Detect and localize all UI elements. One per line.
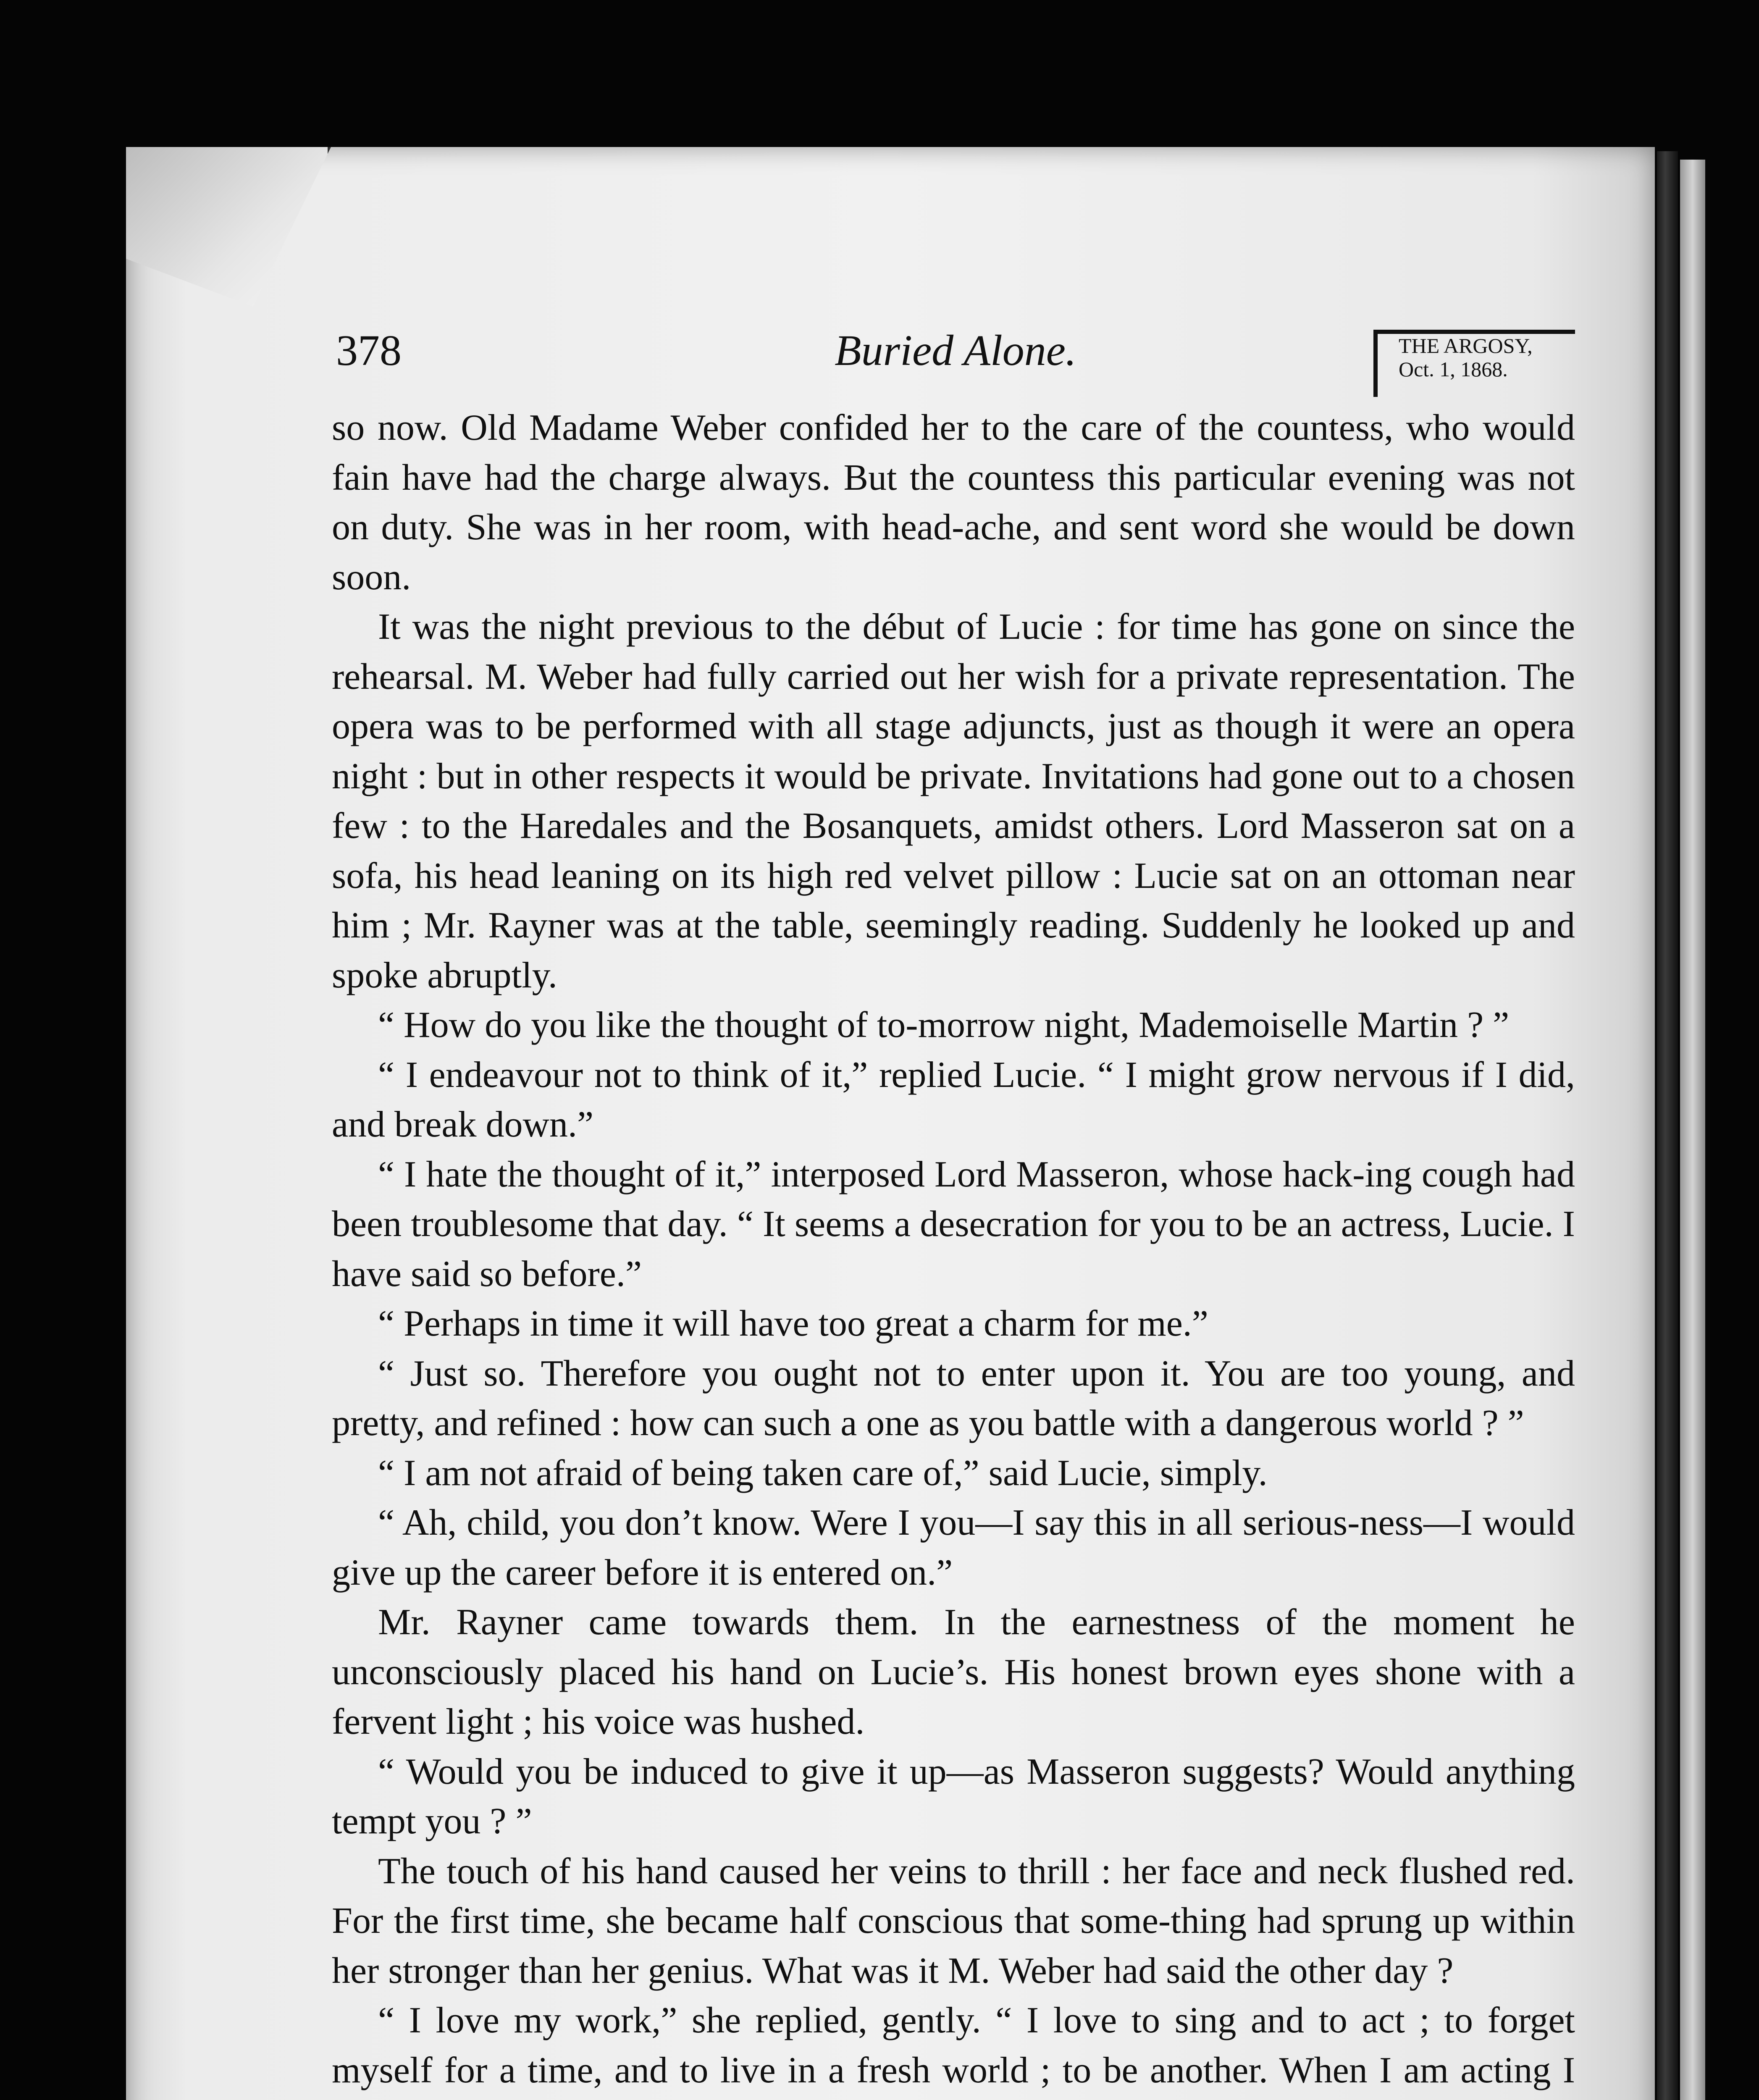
journal-reference <box>1373 330 1575 397</box>
paragraph: “ I endeavour not to think of it,” replied Lucie. “ I might grow nervous if I did, and break down.” <box>332 1054 1575 1145</box>
paragraph: “ Just so. Therefore you ought not to enter upon it. You are too young, and pretty, and refined : how can such a one as you battle with a dangerous world ? ” <box>332 1353 1575 1444</box>
paragraph: so now. Old Madame Weber confided her to the care of the countess, who would fain have had the charge always. But the countess this particular evening was not on duty. She was in her room, with head-ache, and sent word she would be down soon. <box>332 407 1575 598</box>
adjacent-page-edge <box>1680 160 1705 2100</box>
body-text <box>332 403 1575 2100</box>
journal-date: Oct. 1, 1868. <box>1399 357 1508 381</box>
page-gutter-shadow <box>1657 151 1678 2100</box>
page-number: 378 <box>336 326 402 375</box>
paragraph: Mr. Rayner came towards them. In the earnestness of the moment he unconsciously placed his hand on Lucie’s. His honest brown eyes shone with a fervent light ; his voice was hushed. <box>332 1602 1575 1742</box>
paragraph: “ How do you like the thought of to-morrow night, Mademoiselle Martin ? ” <box>378 1005 1510 1045</box>
paragraph: The touch of his hand caused her veins to thrill : her face and neck flushed red. For the first time, she became half conscious that some-thing had sprung up within her stronger than her genius. What was it M. Weber had said the other day ? <box>332 1851 1575 1991</box>
paragraph: “ I love my work,” she replied, gently. “ I love to sing and to act ; to forget myself for a time, and to live in a fresh world ; to be another. When I am acting I <box>332 2000 1575 2091</box>
journal-name: THE ARGOSY, <box>1399 334 1533 357</box>
paragraph: It was the night previous to the début of Lucie : for time has gone on since the rehearsal. M. Weber had fully carried out her wish for a private representation. The opera was to be performed with all stage adjuncts, just as though it were an opera night : but in other respects it would be private. Invitations had gone out to a chosen few : to the Haredales and the Bosanquets, amidst others. Lord Masseron sat on a sofa, his head leaning on its high red velvet pillow : Lucie sat on an ottoman near him ; Mr. Rayner was at the table, seemingly reading. Suddenly he looked up and spoke abruptly. <box>332 606 1575 996</box>
paragraph: “ Ah, child, you don’t know. Were I you—I say this in all serious-ness—I would give up the career before it is entered on.” <box>332 1502 1575 1593</box>
paragraph: “ I am not afraid of being taken care of,” said Lucie, simply. <box>378 1452 1268 1494</box>
running-title: Buried Alone. <box>835 326 1076 375</box>
paragraph: “ Perhaps in time it will have too great a charm for me.” <box>378 1303 1208 1344</box>
paragraph: “ Would you be induced to give it up—as Masseron suggests? Would anything tempt you ? ” <box>332 1751 1575 1842</box>
page-header <box>336 326 1575 397</box>
paragraph: “ I hate the thought of it,” interposed Lord Masseron, whose hack-ing cough had been troublesome that day. “ It seems a desecration for you to be an actress, Lucie. I have said so before.” <box>332 1154 1575 1294</box>
